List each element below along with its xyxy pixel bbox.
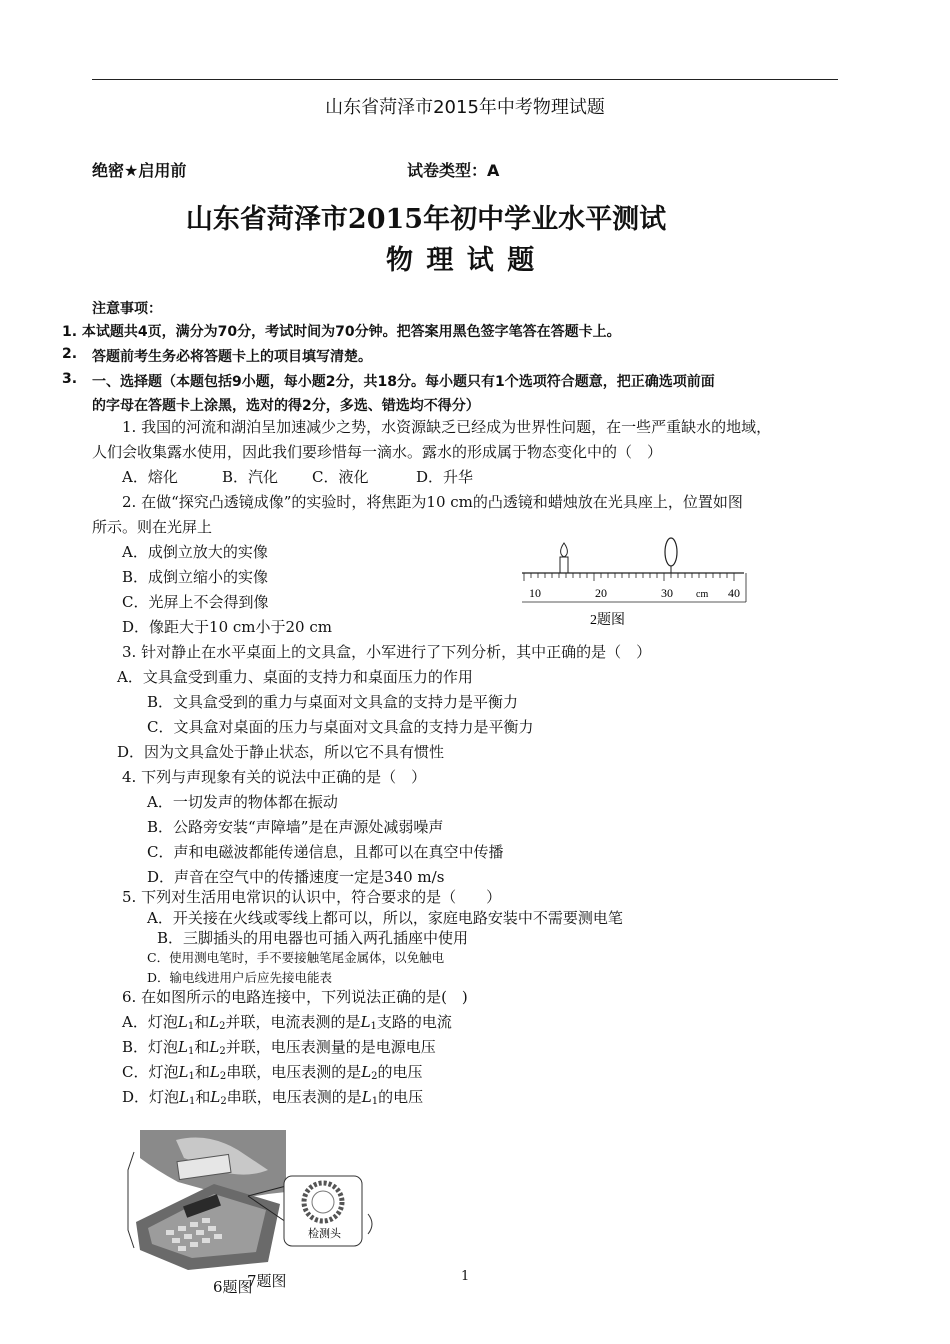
fig6-caption: 6题图 [213,1278,253,1296]
q5-stem: 5. 下列对生活用电常识的认识中，符合要求的是（ ） [122,888,502,906]
q6-option-c: C．灯泡$L_1$和$L_2$串联，电压表测的是$L_2$的电压 [122,1063,423,1082]
doc-title: 山东省菏泽市2015年中考物理试题 [325,97,605,118]
q1-option-d: D．升华 [416,468,474,486]
fig7-caption: 7题图 [247,1272,287,1290]
q6-option-b: B．灯泡$L_1$和$L_2$并联，电压表测量的是电源电压 [122,1038,436,1057]
fig2-caption: 2题图 [590,613,625,628]
q4-option-a: A．一切发声的物体都在振动 [147,793,338,811]
main-title: 山东省菏泽市2015年初中学业水平测试 [185,204,667,235]
notice-heading: 注意事项： [92,301,162,317]
detector-label: 检测头 [308,1227,341,1240]
q5-option-b: B．三脚插头的用电器也可插入两孔插座中使用 [157,929,469,947]
notice-item-3-line-1: 一、选择题（本题包括9小题，每小题2分，共18分。每小题只有1个选项符合题意，把正确选项前面 [92,374,715,390]
q2-line-1: 2. 在做“探究凸透镜成像”的实验时，将焦距为10 cm的凸透镜和蜡烛放在光具座上，位置如图 [122,493,743,511]
q2-line-2: 所示。则在光屏上 [92,518,213,536]
card-reader-image [136,1130,286,1270]
q3-option-c: C．文具盒对桌面的压力与桌面对文具盒的支持力是平衡力 [147,718,534,736]
paper-type-label: 试卷类型：A [407,161,500,180]
q3-option-b: B．文具盒受到的重力与桌面对文具盒的支持力是平衡力 [147,693,519,711]
q6-option-a: A．灯泡$L_1$和$L_2$并联，电流表测的是$L_1$支路的电流 [122,1013,452,1032]
q4-option-c: C．声和电磁波都能传递信息，且都可以在真空中传播 [147,843,504,861]
top-rule [92,79,838,80]
tick-label-unit: cm [696,589,709,600]
card-reader-figure [118,1130,380,1270]
tick-label-30: 30 [661,586,673,600]
page-number: 1 [461,1269,470,1284]
confidential-label: 绝密★启用前 [92,161,187,180]
q2-option-a: A．成倒立放大的实像 [122,543,268,561]
convex-lens [665,538,677,566]
q5-option-d: D．输电线进用户后应先接电能表 [147,970,333,985]
q5-option-a: A．开关接在火线或零线上都可以，所以，家庭电路安装中不需要测电笔 [147,909,623,927]
candle-body [560,557,568,573]
q2-option-d: D．像距大于10 cm小于20 cm [122,618,332,636]
q3-option-d: D．因为文具盒处于静止状态，所以它不具有惯性 [117,743,445,761]
q2-option-b: B．成倒立缩小的实像 [122,568,269,586]
q4-stem: 4. 下列与声现象有关的说法中正确的是（ ） [122,768,427,786]
q5-option-c: C．使用测电笔时，手不要接触笔尾金属体，以免触电 [147,950,445,965]
q6-option-d: D．灯泡$L_1$和$L_2$串联，电压表测的是$L_1$的电压 [122,1088,424,1107]
q1-line-2: 人们会收集露水使用，因此我们要珍惜每一滴水。露水的形成属于物态变化中的（ ） [92,443,663,461]
q3-stem: 3. 针对静止在水平桌面上的文具盒，小军进行了下列分析，其中正确的是（ ） [122,643,652,661]
q4-option-b: B．公路旁安装“声障墙”是在声源处减弱噪声 [147,818,444,836]
q1-option-a: A．熔化 [122,468,178,486]
candle-flame [561,543,568,557]
q6-stem: 6. 在如图所示的电路连接中，下列说法正确的是( ) [122,988,468,1006]
tick-label-40: 40 [728,586,740,600]
notice-item-2-number: 2. [62,346,78,362]
notice-item-2: 答题前考生务必将答题卡上的项目填写清楚。 [92,349,372,365]
bench-ticks [524,573,746,602]
q1-option-c: C．液化 [312,468,369,486]
tick-label-20: 20 [595,586,607,600]
subtitle: 物 理 试 题 [386,245,537,276]
notice-item-3-number: 3. [62,371,78,387]
q1-option-b: B．汽化 [222,468,279,486]
q4-option-d: D．声音在空气中的传播速度一定是340 m/s [147,868,445,886]
circuit-fragment [128,1152,134,1248]
tick-label-10: 10 [529,586,541,600]
q1-line-1: 1. 我国的河流和湖泊呈加速减少之势，水资源缺乏已经成为世界性问题，在一些严重缺水的地域， [122,418,772,436]
notice-item-3-line-2: 的字母在答题卡上涂黑，选对的得2分，多选、错选均不得分） [92,398,480,414]
notice-item-1: 1. 本试题共4页，满分为70分，考试时间为70分钟。把答案用黑色签字笔答在答题卡上。 [62,324,621,340]
q3-option-a: A．文具盒受到重力、桌面的支持力和桌面压力的作用 [117,668,473,686]
q2-option-c: C．光屏上不会得到像 [122,593,269,611]
optical-bench-figure [518,534,754,634]
